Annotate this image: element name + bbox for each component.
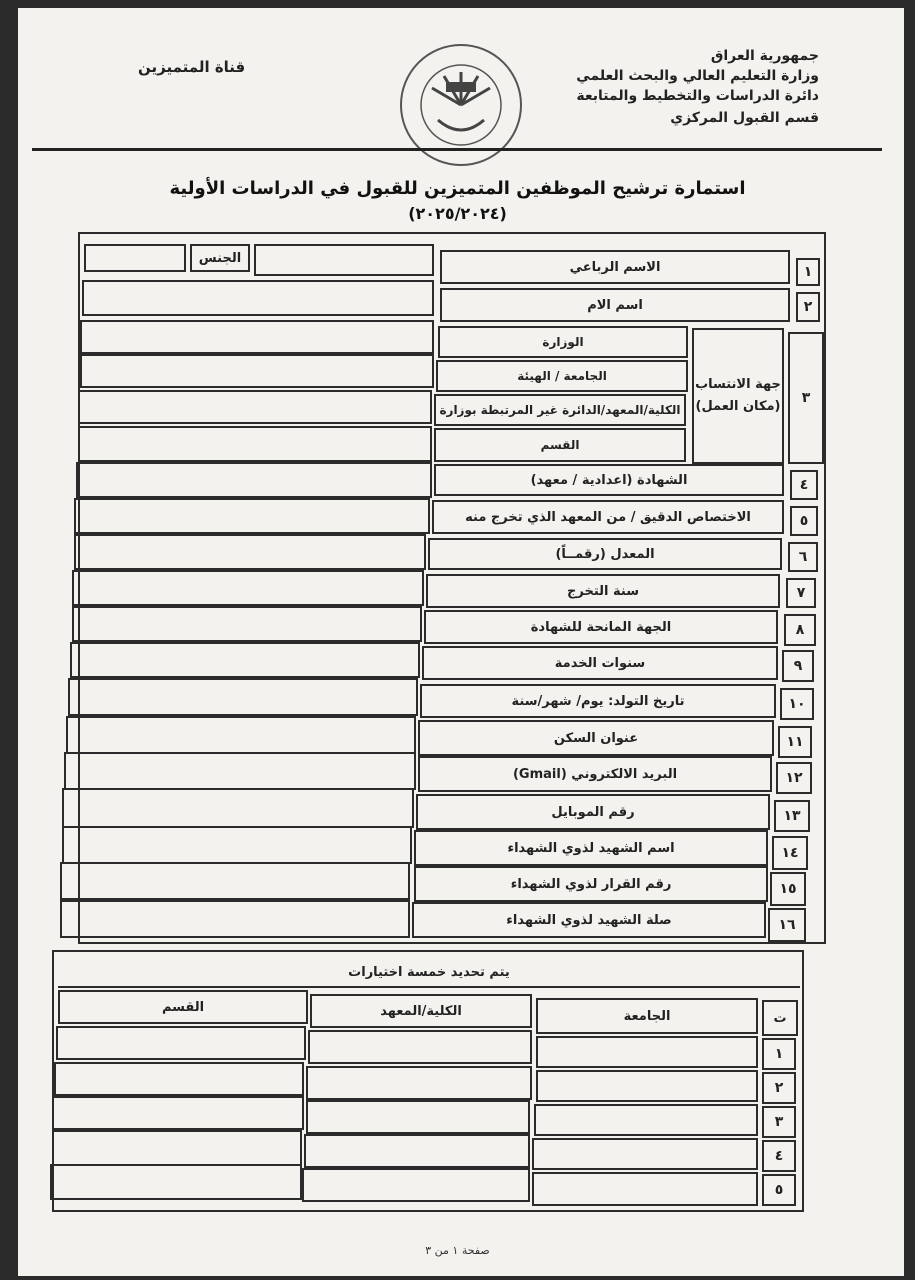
row-5-number: ٥ bbox=[790, 506, 818, 536]
department-label: القسم bbox=[434, 428, 686, 462]
graduation-year-field[interactable] bbox=[72, 570, 424, 606]
choice-2-university[interactable] bbox=[536, 1070, 758, 1102]
choice-5-university[interactable] bbox=[532, 1172, 758, 1206]
row-10-number: ١٠ bbox=[780, 688, 814, 720]
decision-number-field[interactable] bbox=[60, 862, 410, 902]
form-year: (٢٠٢٥/٢٠٢٤) bbox=[408, 204, 507, 223]
row-16-label: صلة الشهيد لذوي الشهداء bbox=[412, 902, 766, 938]
choice-5-number: ٥ bbox=[762, 1174, 796, 1206]
row-1-number: ١ bbox=[796, 258, 820, 286]
choice-1-university[interactable] bbox=[536, 1036, 758, 1068]
address-field[interactable] bbox=[66, 716, 416, 754]
channel-label: قناة المتميزين bbox=[138, 58, 246, 76]
department-field[interactable] bbox=[78, 426, 432, 462]
choice-4-department[interactable] bbox=[52, 1130, 302, 1166]
row-9-label: سنوات الخدمة bbox=[422, 646, 778, 680]
college-field[interactable] bbox=[78, 390, 432, 424]
header-line-4: قسم القبول المركزي bbox=[670, 110, 819, 126]
choice-1-number: ١ bbox=[762, 1038, 796, 1070]
row-7-label: سنة التخرج bbox=[426, 574, 780, 608]
choices-col-university: الجامعة bbox=[536, 998, 758, 1034]
row-2-label: اسم الام bbox=[440, 288, 790, 322]
row-15-number: ١٥ bbox=[770, 872, 806, 906]
ministry-label: الوزارة bbox=[438, 326, 688, 358]
choice-4-number: ٤ bbox=[762, 1140, 796, 1172]
full-name-field[interactable] bbox=[254, 244, 434, 276]
row-13-number: ١٣ bbox=[774, 800, 810, 832]
choice-3-university[interactable] bbox=[534, 1104, 758, 1136]
row-4-label: الشهادة (اعدادية / معهد) bbox=[434, 464, 784, 496]
martyr-relation-field[interactable] bbox=[60, 898, 410, 938]
row-9-number: ٩ bbox=[782, 650, 814, 682]
row-5-label: الاختصاص الدقيق / من المعهد الذي تخرج منه bbox=[432, 500, 784, 534]
choices-heading: يتم تحديد خمسة اختيارات bbox=[58, 958, 800, 988]
row-6-number: ٦ bbox=[788, 542, 818, 572]
certificate-field[interactable] bbox=[76, 462, 432, 498]
choice-3-college[interactable] bbox=[306, 1100, 530, 1134]
row-12-number: ١٢ bbox=[776, 762, 812, 794]
row-6-label: المعدل (رقمــاً) bbox=[428, 538, 782, 570]
row-4-number: ٤ bbox=[790, 470, 818, 500]
service-years-field[interactable] bbox=[70, 642, 420, 678]
row-16-number: ١٦ bbox=[768, 908, 806, 942]
row-14-label: اسم الشهيد لذوي الشهداء bbox=[414, 830, 768, 866]
choice-5-college[interactable] bbox=[302, 1168, 530, 1202]
choice-3-number: ٣ bbox=[762, 1106, 796, 1138]
college-label: الكلية/المعهد/الدائرة غير المرتبطة بوزارة bbox=[434, 394, 686, 426]
specialization-field[interactable] bbox=[74, 498, 430, 534]
header-line-2: وزارة التعليم العالي والبحث العلمي bbox=[576, 68, 819, 84]
email-field[interactable] bbox=[64, 752, 416, 790]
row-7-number: ٧ bbox=[786, 578, 816, 608]
header-line-3: دائرة الدراسات والتخطيط والمتابعة bbox=[576, 88, 819, 104]
choice-1-college[interactable] bbox=[308, 1030, 532, 1064]
row-8-number: ٨ bbox=[784, 614, 816, 646]
choices-col-index: ت bbox=[762, 1000, 798, 1036]
ministry-field[interactable] bbox=[80, 320, 434, 354]
university-label: الجامعة / الهيئة bbox=[436, 360, 688, 392]
choice-2-college[interactable] bbox=[306, 1066, 532, 1100]
row-14-number: ١٤ bbox=[772, 836, 808, 870]
row-10-label: تاريخ التولد: يوم/ شهر/سنة bbox=[420, 684, 776, 718]
row-8-label: الجهة المانحة للشهادة bbox=[424, 610, 778, 644]
choice-2-number: ٢ bbox=[762, 1072, 796, 1104]
choices-col-college: الكلية/المعهد bbox=[310, 994, 532, 1028]
issuing-body-field[interactable] bbox=[72, 606, 422, 642]
row-2-number: ٢ bbox=[796, 292, 820, 322]
row-11-number: ١١ bbox=[778, 726, 812, 758]
choice-4-college[interactable] bbox=[304, 1134, 530, 1168]
university-field[interactable] bbox=[80, 354, 434, 388]
row-3-number: ٣ bbox=[788, 332, 824, 464]
choices-col-department: القسم bbox=[58, 990, 308, 1024]
gender-label: الجنس bbox=[190, 244, 250, 272]
choice-4-university[interactable] bbox=[532, 1138, 758, 1170]
choice-3-department[interactable] bbox=[52, 1096, 304, 1130]
gender-field[interactable] bbox=[84, 244, 186, 272]
choice-2-department[interactable] bbox=[54, 1062, 304, 1096]
form-title: استمارة ترشيح الموظفين المتميزين للقبول في الدراسات الأولية bbox=[169, 178, 746, 199]
affiliation-group-label: جهة الانتساب (مكان العمل) bbox=[692, 328, 784, 464]
row-15-label: رقم القرار لذوي الشهداء bbox=[414, 866, 768, 902]
choice-1-department[interactable] bbox=[56, 1026, 306, 1060]
birth-date-field[interactable] bbox=[68, 678, 418, 716]
row-12-label: البريد الالكتروني (Gmail) bbox=[418, 756, 772, 792]
row-11-label: عنوان السكن bbox=[418, 720, 774, 756]
header-divider bbox=[32, 148, 882, 151]
choice-5-department[interactable] bbox=[50, 1164, 302, 1200]
row-1-label: الاسم الرباعي bbox=[440, 250, 790, 284]
martyr-name-field[interactable] bbox=[62, 826, 412, 864]
mother-name-field[interactable] bbox=[82, 280, 434, 316]
row-13-label: رقم الموبايل bbox=[416, 794, 770, 830]
mobile-field[interactable] bbox=[62, 788, 414, 828]
gpa-field[interactable] bbox=[74, 534, 426, 570]
header-line-1: جمهورية العراق bbox=[710, 48, 819, 64]
page-number: صفحة ١ من ٣ bbox=[425, 1244, 490, 1257]
